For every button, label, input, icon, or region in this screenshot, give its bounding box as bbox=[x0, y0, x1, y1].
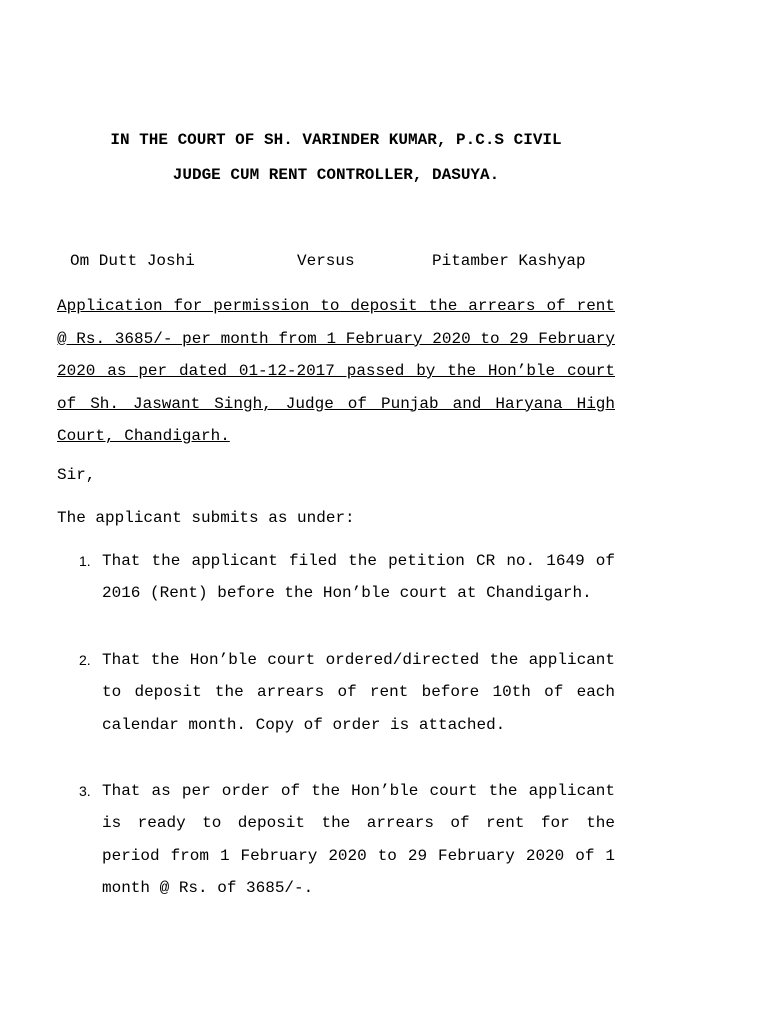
list-item-number: 1. bbox=[79, 553, 91, 569]
respondent-name: Pitamber Kashyap bbox=[432, 252, 586, 270]
application-subject: Application for permission to deposit the arrears of rent @ Rs. 3685/- per month from 1 February 2020 to 29 February 2020 as per dated 01-12-2017 passed by the Hon’ble court of Sh. Jaswant Singh, Judge of Punjab and Haryana High Court, Chandigarh. bbox=[57, 297, 615, 445]
list-item bbox=[79, 775, 615, 904]
list-item-number: 3. bbox=[79, 783, 91, 799]
list-item bbox=[79, 644, 615, 741]
list-item-text: That as per order of the Hon’ble court the applicant is ready to deposit the arrears of rent for the period from 1 February 2020 to 29 February 2020 of 1 month @ Rs. of 3685/-. bbox=[102, 782, 615, 897]
court-heading-line-2: JUDGE CUM RENT CONTROLLER, DASUYA. bbox=[172, 166, 500, 184]
case-parties bbox=[70, 252, 610, 272]
intro-line: The applicant submits as under: bbox=[57, 509, 355, 527]
versus-label: Versus bbox=[297, 252, 355, 270]
list-item-text: That the Hon’ble court ordered/directed the applicant to deposit the arrears of rent before 10th of each calendar month. Copy of order is attached. bbox=[102, 651, 615, 734]
salutation: Sir, bbox=[57, 466, 96, 484]
list-item-text: That the applicant filed the petition CR no. 1649 of 2016 (Rent) before the Hon’ble court at Chandigarh. bbox=[102, 552, 615, 603]
list-item-number: 2. bbox=[79, 652, 91, 668]
court-heading-line-1: IN THE COURT OF SH. VARINDER KUMAR, P.C.S CIVIL bbox=[110, 131, 562, 149]
petitioner-name: Om Dutt Joshi bbox=[70, 252, 195, 270]
list-item bbox=[79, 545, 615, 610]
